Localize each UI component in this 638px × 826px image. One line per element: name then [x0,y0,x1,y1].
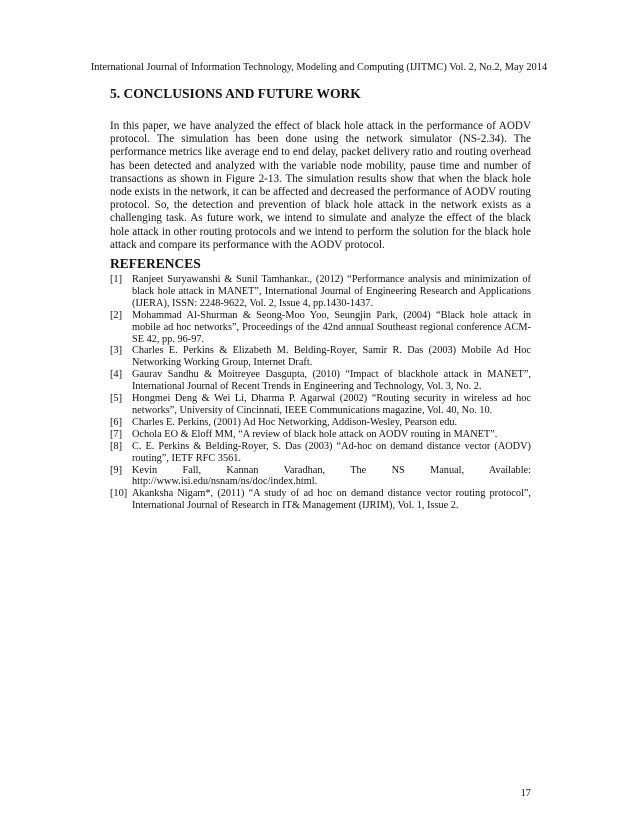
references-heading-r: R [110,256,120,271]
reference-number: [3] [110,345,123,357]
reference-number: [8] [110,440,123,452]
references-heading [110,256,201,272]
section-heading [110,86,361,102]
reference-text: Mohammad Al-Shurman & Seong-Moo Yoo, Seungjin Park, (2004) “Black hole attack in mobile ad hoc networks”, Proceedings of the 42nd annual Southeast regional conference ACM-SE 42, pp. 96-97. [132,309,531,345]
reference-number: [10] [110,488,128,500]
reference-number: [7] [110,428,123,440]
reference-item [110,465,531,489]
reference-number: [9] [110,464,123,476]
reference-text: C. E. Perkins & Belding-Royer, S. Das (2003) “Ad-hoc on demand distance vector (AODV) routing”, IETF RFC 3561. [132,440,531,464]
reference-text: Gaurav Sandhu & Moitreyee Dasgupta, (2010) “Impact of blackhole attack in MANET”, International Journal of Recent Trends in Engineering and Technology, Vol. 3, No. 2. [132,369,531,393]
reference-number: [6] [110,416,123,428]
section-title-onclusions: ONCLUSIONS AND [133,86,255,101]
reference-text: Ranjeet Suryawanshi & Sunil Tamhankar., (2012) “Performance analysis and minimization of black hole attack in MANET”, International Journal of Engineering Research and Applications (IJERA), ISSN: 2248-9622, Vol. 2, Issue 4, pp.1430-1437. [132,274,531,309]
references-heading-rest: EFERENCES [119,256,201,271]
reference-item [110,417,531,429]
reference-text: Kevin Fall, Kannan Varadhan, The NS Manual, Available: http://www.isi.edu/nsnam/ns/doc/index.html. [132,464,531,488]
reference-number: [4] [110,369,123,381]
section-title-ork: ORK [329,86,361,101]
reference-text: Charles E. Perkins, (2001) Ad Hoc Networking, Addison-Wesley, Pearson edu. [132,416,458,428]
reference-item [110,429,531,441]
page-number: 17 [520,788,531,799]
reference-item [110,345,531,369]
section-title-uture: UTURE [266,86,314,101]
reference-text: Ochola EO & Eloff MM, “A review of black hole attack on AODV routing in MANET”. [132,428,498,440]
reference-number: [2] [110,309,123,321]
reference-item [110,310,531,346]
reference-text: Hongmei Deng & Wei Li, Dharma P. Agarwal (2002) “Routing security in wireless ad hoc networks”, University of Cincinnati, IEEE Communications magazine, Vol. 40, No. 10. [132,393,531,416]
reference-number: [5] [110,393,123,405]
conclusions-paragraph: In this paper, we have analyzed the effect of black hole attack in the performance of AODV protocol. The simulation has been done using the network simulator (NS-2.34). The performance metrics like average end to end delay, packet delivery ratio and routing overhead has been detected and analyzed with the variable node mobility, pause time and number of transactions as shown in Figure 2-13. The simulation results show that when the black hole node exists in the network, it can be affected and decreased the performance of AODV routing protocol. So, the detection and prevention of black hole attack in the network exists as a challenging task. As future work, we intend to simulate and analyze the effect of the black hole attack in other routing protocols and we intend to perform the solution for the black hole attack and compare its performance with the AODV protocol. [110,120,531,251]
reference-number: [1] [110,274,123,285]
section-title-c: C [123,86,134,101]
reference-text: Charles E. Perkins & Elizabeth M. Belding-Royer, Samir R. Das (2003) Mobile Ad Hoc Networking Working Group, Internet Draft. [132,345,531,369]
reference-list [110,274,531,512]
section-title-f: F [257,86,267,101]
reference-item [110,369,531,393]
reference-item [110,393,531,417]
section-number: 5. [110,86,124,101]
reference-text: Akanksha Nigam*, (2011) “A study of ad hoc on demand distance vector routing protocol”, International Journal of Research in IT& Management (IJRIM), Vol. 1, Issue 2. [132,488,531,512]
reference-item [110,441,531,465]
section-title-w: W [316,86,330,101]
reference-item [110,488,531,512]
reference-item [110,274,531,310]
running-header: International Journal of Information Technology, Modeling and Computing (IJITMC) Vol. 2, No.2, May 2014 [90,62,548,73]
